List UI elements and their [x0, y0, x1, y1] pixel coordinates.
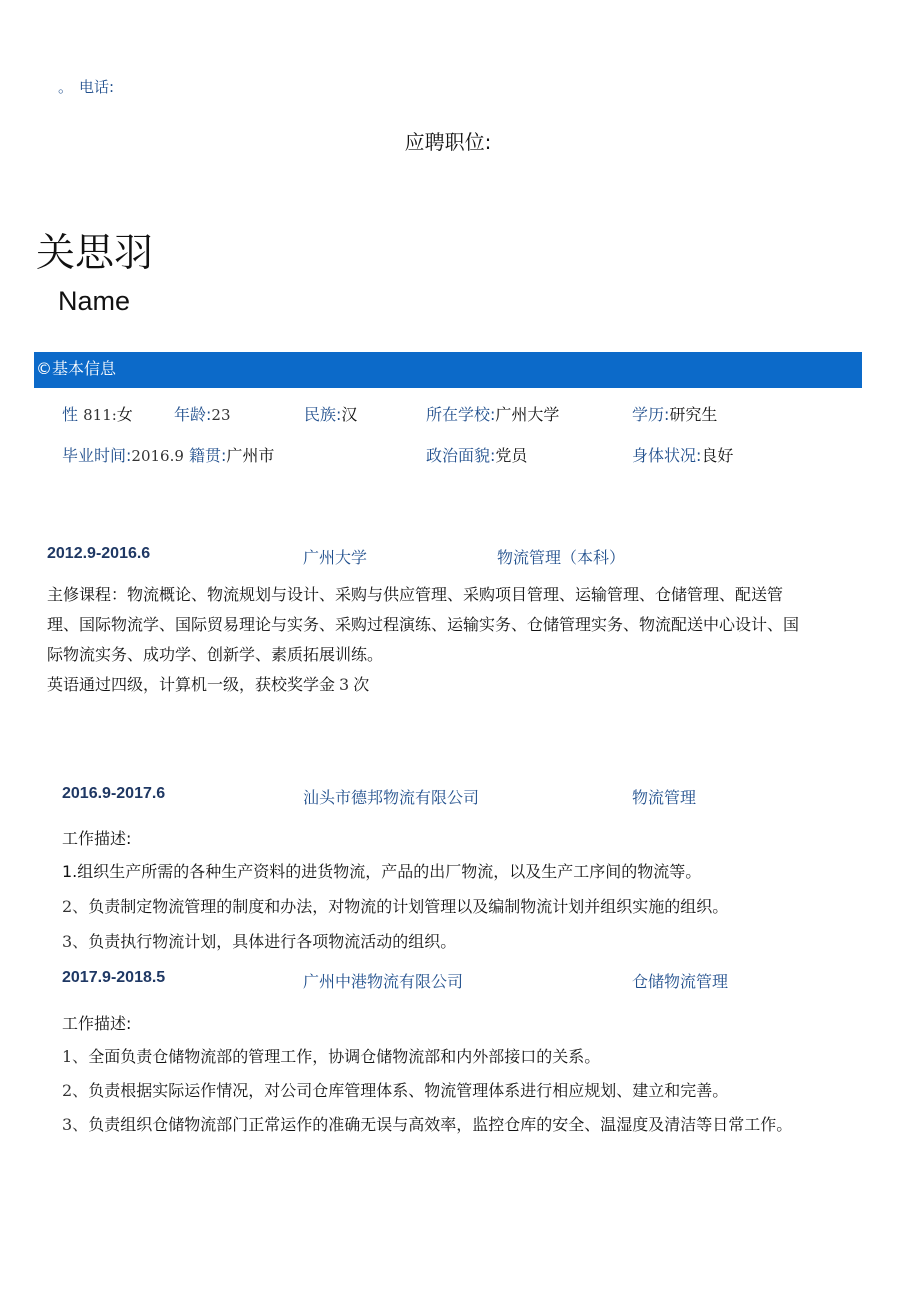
degree-field	[632, 402, 717, 425]
duty-text: 负责组织仓储物流部门正常运作的准确无误与高效率，监控仓库的安全、温湿度及清洁等日常工作。	[88, 1115, 793, 1134]
work-duty-item	[62, 859, 701, 882]
work-period: 2017.9-2018.5	[62, 969, 166, 986]
school-label: 所在学校:	[426, 405, 496, 424]
age-value: 23	[211, 406, 231, 424]
duty-number: 3、	[62, 932, 89, 951]
politics-label: 政治面貌:	[426, 446, 496, 465]
degree-label: 学历:	[632, 405, 670, 424]
work-company: 广州中港物流有限公司	[303, 972, 464, 991]
phone-label: 电话:	[79, 78, 115, 96]
politics-value: 党员	[495, 446, 528, 465]
duty-text: 负责执行物流计划，具体进行各项物流活动的组织。	[88, 932, 457, 951]
hometown-value: 广州市	[226, 446, 275, 465]
degree-value: 研究生	[669, 405, 718, 424]
achievements-text: 英语通过四级，计算机一级，获校奖学金	[47, 675, 336, 694]
work-desc-label: 工作描述:	[62, 829, 132, 848]
gender-field	[62, 402, 133, 425]
scholarship-count: 3	[339, 675, 350, 694]
phone-bullet: 。	[58, 78, 74, 96]
courses-line: 主修课程：物流概论、物流规划与设计、采购与供应管理、采购项目管理、运输管理、仓储管理、配送管	[47, 585, 784, 604]
work-duty-item	[62, 894, 728, 917]
education-period: 2012.9-2016.6	[47, 545, 151, 562]
duty-number: 1、	[62, 1047, 89, 1066]
achievements-suffix: 次	[353, 675, 370, 694]
graduation-field	[62, 443, 274, 466]
duty-number: 2、	[62, 897, 89, 916]
name-chinese: 关思羽	[36, 231, 154, 276]
work-duty-item	[62, 1078, 728, 1101]
work-role: 仓储物流管理	[632, 972, 729, 991]
age-label: 年龄:	[174, 405, 212, 424]
education-achievements	[47, 672, 369, 695]
ethnicity-label: 民族:	[304, 405, 342, 424]
work-desc-label: 工作描述:	[62, 1014, 132, 1033]
phone-line	[58, 76, 114, 97]
health-field	[632, 443, 733, 466]
education-courses	[47, 580, 847, 670]
courses-line: 际物流实务、成功学、创新学、素质拓展训练。	[47, 645, 384, 664]
work-duty-item	[62, 1112, 792, 1135]
age-field	[174, 402, 231, 425]
work-company: 汕头市德邦物流有限公司	[303, 788, 480, 807]
gender-code: 811:	[83, 406, 117, 424]
duty-number: 2、	[62, 1081, 89, 1100]
work-duty-item	[62, 1044, 600, 1067]
education-school: 广州大学	[303, 548, 368, 567]
basic-info-title: ©基本信息	[36, 359, 117, 378]
education-major: 物流管理（本科）	[497, 548, 626, 567]
graduation-value: 2016.9	[131, 447, 184, 465]
gender-value: 女	[116, 405, 133, 424]
work-duty-item	[62, 929, 456, 952]
duty-text: 负责根据实际运作情况，对公司仓库管理体系、物流管理体系进行相应规划、建立和完善。	[88, 1081, 729, 1100]
school-value: 广州大学	[495, 405, 560, 424]
graduation-label: 毕业时间:	[62, 446, 132, 465]
school-field	[426, 402, 559, 425]
politics-field	[426, 443, 527, 466]
duty-number: 1.	[62, 862, 78, 881]
duty-number: 3、	[62, 1115, 89, 1134]
duty-text: 组织生产所需的各种生产资料的进货物流，产品的出厂物流，以及生产工序间的物流等。	[77, 862, 702, 881]
gender-label: 性	[62, 405, 79, 424]
hometown-label: 籍贯:	[189, 446, 227, 465]
health-value: 良好	[701, 446, 734, 465]
duty-text: 全面负责仓储物流部的管理工作，协调仓储物流部和内外部接口的关系。	[88, 1047, 601, 1066]
ethnicity-field	[304, 402, 357, 425]
ethnicity-value: 汉	[341, 405, 358, 424]
duty-text: 负责制定物流管理的制度和办法，对物流的计划管理以及编制物流计划并组织实施的组织。	[88, 897, 729, 916]
work-role: 物流管理	[632, 788, 697, 807]
basic-info-section-bar	[34, 352, 862, 388]
name-english: Name	[58, 286, 131, 316]
health-label: 身体状况:	[632, 446, 702, 465]
work-period: 2016.9-2017.6	[62, 785, 166, 802]
courses-line: 理、国际物流学、国际贸易理论与实务、采购过程演练、运输实务、仓储管理实务、物流配送中心设计、国	[47, 615, 800, 634]
position-label: 应聘职位:	[404, 130, 492, 154]
